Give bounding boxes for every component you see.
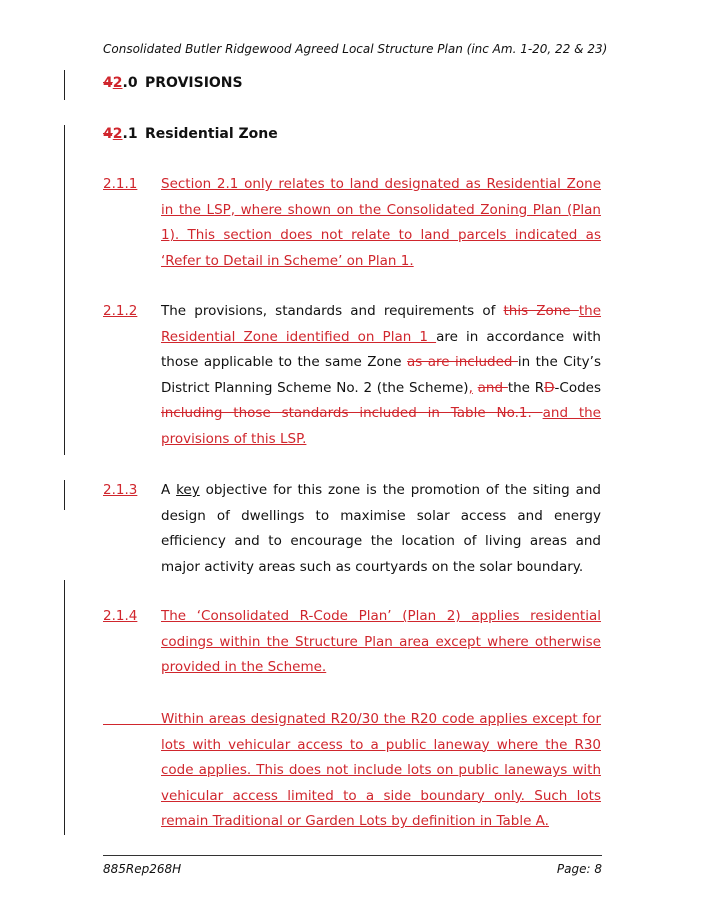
clause-number: 2.1.4 [103,608,138,624]
change-bar [64,480,65,510]
clause-number: 2.1.3 [103,482,138,498]
page-footer [103,862,602,876]
clause-r20-30-paragraph [103,707,601,835]
change-bar [64,70,65,100]
change-bar [64,125,65,455]
page-number: Page: 8 [556,862,602,876]
inserted-blank-number [103,707,161,725]
page-header: Consolidated Butler Ridgewood Agreed Local Structure Plan (inc Am. 1-20, 22 & 23) [103,42,608,56]
clause-2-1-1 [103,172,601,274]
footer-rule [103,855,602,856]
clause-number: 2.1.1 [103,176,138,192]
document-reference: 885Rep268H [103,862,182,876]
clause-text: Within areas designated R20/30 the R20 code applies except for lots with vehicular access to a public laneway where the R30 code applies. This does not include lots on public laneways with vehicular access limited to a side boundary only. Such lots remain Traditional or Garden Lots by definition in Table A. [161,711,601,830]
clause-text: A key objective for this zone is the promotion of the siting and design of dwellings to maximise solar access and energy efficiency and to encourage the location of living areas and major activity areas such as courtyards on the solar boundary. [161,482,601,575]
section-title: PROVISIONS [145,75,243,91]
clause-2-1-4 [103,604,601,681]
change-bar [64,580,65,835]
clause-2-1-2 [103,299,601,453]
subsection-title: Residential Zone [145,126,278,142]
clause-text: Section 2.1 only relates to land designated as Residential Zone in the LSP, where shown on the Consolidated Zoning Plan (Plan 1). This section does not relate to land parcels indicated as ‘Refer to Detail in Scheme’ on Plan 1. [161,176,601,269]
clause-text: The ‘Consolidated R-Code Plan’ (Plan 2) applies residential codings within the Structure Plan area except where otherwise provided in the Scheme. [161,608,601,676]
clause-text: The provisions, standards and requirements of this Zone the Residential Zone identified on Plan 1 are in accordance with those applicable to the same Zone as are included in the City’s District Planning Scheme No. 2 (the Scheme), and the RD-Codes including those standards included in Table No.1. and the provisions of this LSP. [161,303,602,447]
section-heading: 42.0 PROVISIONS [103,75,243,91]
clause-2-1-3 [103,478,601,580]
subsection-heading: 42.1 Residential Zone [103,126,278,142]
clause-number: 2.1.2 [103,303,138,319]
